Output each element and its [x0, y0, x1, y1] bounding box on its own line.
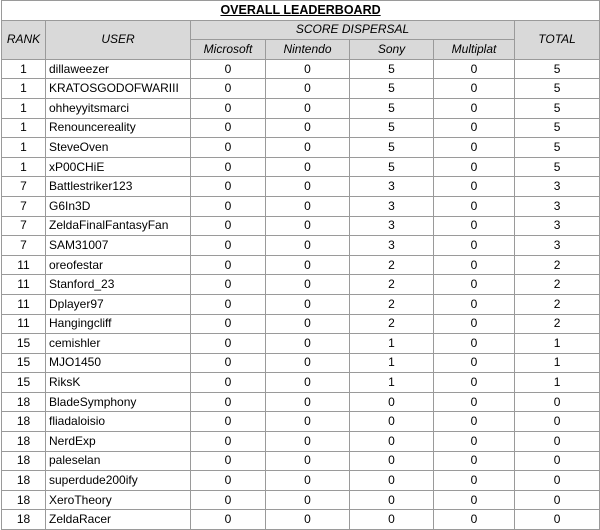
multiplat-score-cell: 0 — [434, 138, 515, 158]
multiplat-score-cell: 0 — [434, 236, 515, 256]
microsoft-score-cell: 0 — [191, 79, 266, 99]
microsoft-score-cell: 0 — [191, 157, 266, 177]
rank-cell: 15 — [2, 373, 46, 393]
sony-score-cell: 3 — [350, 236, 434, 256]
sony-score-cell: 0 — [350, 471, 434, 491]
microsoft-score-cell: 0 — [191, 432, 266, 452]
multiplat-score-cell: 0 — [434, 59, 515, 79]
total-score-cell: 2 — [515, 314, 600, 334]
microsoft-score-cell: 0 — [191, 98, 266, 118]
multiplat-score-cell: 0 — [434, 294, 515, 314]
table-row — [2, 353, 600, 373]
total-score-cell: 0 — [515, 392, 600, 412]
user-cell: Hangingcliff — [46, 314, 191, 334]
nintendo-score-cell: 0 — [266, 157, 350, 177]
sony-score-cell: 5 — [350, 98, 434, 118]
user-cell: ZeldaFinalFantasyFan — [46, 216, 191, 236]
microsoft-score-cell: 0 — [191, 177, 266, 197]
sony-score-cell: 0 — [350, 510, 434, 530]
table-row — [2, 392, 600, 412]
nintendo-score-cell: 0 — [266, 196, 350, 216]
sony-score-cell: 3 — [350, 177, 434, 197]
microsoft-score-cell: 0 — [191, 118, 266, 138]
nintendo-score-cell: 0 — [266, 294, 350, 314]
table-row — [2, 451, 600, 471]
leaderboard-table — [1, 0, 600, 530]
sony-score-cell: 0 — [350, 451, 434, 471]
nintendo-header: Nintendo — [266, 40, 350, 60]
leaderboard-title: OVERALL LEADERBOARD — [2, 1, 600, 21]
rank-cell: 11 — [2, 255, 46, 275]
rank-cell: 18 — [2, 451, 46, 471]
multiplat-score-cell: 0 — [434, 432, 515, 452]
rank-cell: 11 — [2, 294, 46, 314]
nintendo-score-cell: 0 — [266, 138, 350, 158]
table-row — [2, 510, 600, 530]
user-cell: BladeSymphony — [46, 392, 191, 412]
total-score-cell: 3 — [515, 196, 600, 216]
table-row — [2, 79, 600, 99]
rank-cell: 7 — [2, 196, 46, 216]
table-row — [2, 334, 600, 354]
table-row — [2, 157, 600, 177]
user-cell: XeroTheory — [46, 490, 191, 510]
table-row — [2, 275, 600, 295]
total-score-cell: 1 — [515, 353, 600, 373]
nintendo-score-cell: 0 — [266, 98, 350, 118]
sony-score-cell: 2 — [350, 314, 434, 334]
multiplat-score-cell: 0 — [434, 510, 515, 530]
microsoft-score-cell: 0 — [191, 59, 266, 79]
nintendo-score-cell: 0 — [266, 79, 350, 99]
total-score-cell: 5 — [515, 157, 600, 177]
multiplat-score-cell: 0 — [434, 196, 515, 216]
multiplat-score-cell: 0 — [434, 451, 515, 471]
sony-header: Sony — [350, 40, 434, 60]
multiplat-score-cell: 0 — [434, 314, 515, 334]
rank-cell: 18 — [2, 490, 46, 510]
total-score-cell: 0 — [515, 451, 600, 471]
rank-cell: 18 — [2, 432, 46, 452]
table-row — [2, 236, 600, 256]
nintendo-score-cell: 0 — [266, 314, 350, 334]
multiplat-score-cell: 0 — [434, 157, 515, 177]
nintendo-score-cell: 0 — [266, 373, 350, 393]
sony-score-cell: 5 — [350, 138, 434, 158]
table-row — [2, 59, 600, 79]
total-score-cell: 0 — [515, 490, 600, 510]
rank-cell: 1 — [2, 157, 46, 177]
microsoft-score-cell: 0 — [191, 314, 266, 334]
sony-score-cell: 5 — [350, 118, 434, 138]
total-score-cell: 3 — [515, 216, 600, 236]
nintendo-score-cell: 0 — [266, 451, 350, 471]
total-score-cell: 2 — [515, 255, 600, 275]
total-score-cell: 0 — [515, 432, 600, 452]
rank-cell: 18 — [2, 471, 46, 491]
multiplat-score-cell: 0 — [434, 255, 515, 275]
total-score-cell: 5 — [515, 98, 600, 118]
rank-header: RANK — [2, 20, 46, 59]
rank-cell: 7 — [2, 236, 46, 256]
microsoft-header: Microsoft — [191, 40, 266, 60]
leaderboard-body — [2, 59, 600, 529]
table-row — [2, 314, 600, 334]
multiplat-score-cell: 0 — [434, 373, 515, 393]
microsoft-score-cell: 0 — [191, 138, 266, 158]
user-cell: Stanford_23 — [46, 275, 191, 295]
sony-score-cell: 3 — [350, 216, 434, 236]
nintendo-score-cell: 0 — [266, 216, 350, 236]
nintendo-score-cell: 0 — [266, 510, 350, 530]
total-score-cell: 2 — [515, 275, 600, 295]
sony-score-cell: 2 — [350, 294, 434, 314]
user-cell: KRATOSGODOFWARIII — [46, 79, 191, 99]
user-cell: G6In3D — [46, 196, 191, 216]
rank-cell: 18 — [2, 412, 46, 432]
total-score-cell: 2 — [515, 294, 600, 314]
score-dispersal-header: SCORE DISPERSAL — [191, 20, 515, 40]
user-header: USER — [46, 20, 191, 59]
user-cell: Battlestriker123 — [46, 177, 191, 197]
table-row — [2, 255, 600, 275]
microsoft-score-cell: 0 — [191, 196, 266, 216]
multiplat-score-cell: 0 — [434, 490, 515, 510]
table-row — [2, 98, 600, 118]
nintendo-score-cell: 0 — [266, 177, 350, 197]
rank-cell: 11 — [2, 275, 46, 295]
user-cell: MJO1450 — [46, 353, 191, 373]
total-score-cell: 5 — [515, 59, 600, 79]
rank-cell: 1 — [2, 118, 46, 138]
user-cell: SteveOven — [46, 138, 191, 158]
sony-score-cell: 2 — [350, 255, 434, 275]
microsoft-score-cell: 0 — [191, 334, 266, 354]
rank-cell: 15 — [2, 353, 46, 373]
user-cell: RiksK — [46, 373, 191, 393]
sony-score-cell: 0 — [350, 490, 434, 510]
multiplat-score-cell: 0 — [434, 216, 515, 236]
nintendo-score-cell: 0 — [266, 353, 350, 373]
microsoft-score-cell: 0 — [191, 294, 266, 314]
multiplat-header: Multiplat — [434, 40, 515, 60]
rank-cell: 15 — [2, 334, 46, 354]
nintendo-score-cell: 0 — [266, 59, 350, 79]
microsoft-score-cell: 0 — [191, 392, 266, 412]
nintendo-score-cell: 0 — [266, 236, 350, 256]
total-score-cell: 5 — [515, 138, 600, 158]
rank-cell: 1 — [2, 98, 46, 118]
table-row — [2, 196, 600, 216]
sony-score-cell: 5 — [350, 79, 434, 99]
rank-cell: 1 — [2, 79, 46, 99]
microsoft-score-cell: 0 — [191, 255, 266, 275]
total-score-cell: 1 — [515, 373, 600, 393]
sony-score-cell: 0 — [350, 412, 434, 432]
user-cell: paleselan — [46, 451, 191, 471]
multiplat-score-cell: 0 — [434, 275, 515, 295]
sony-score-cell: 3 — [350, 196, 434, 216]
rank-cell: 7 — [2, 216, 46, 236]
table-row — [2, 294, 600, 314]
nintendo-score-cell: 0 — [266, 334, 350, 354]
total-score-cell: 3 — [515, 236, 600, 256]
multiplat-score-cell: 0 — [434, 79, 515, 99]
multiplat-score-cell: 0 — [434, 392, 515, 412]
user-cell: SAM31007 — [46, 236, 191, 256]
multiplat-score-cell: 0 — [434, 334, 515, 354]
multiplat-score-cell: 0 — [434, 471, 515, 491]
user-cell: Renouncereality — [46, 118, 191, 138]
microsoft-score-cell: 0 — [191, 451, 266, 471]
sony-score-cell: 5 — [350, 157, 434, 177]
user-cell: oreofestar — [46, 255, 191, 275]
nintendo-score-cell: 0 — [266, 471, 350, 491]
table-row — [2, 471, 600, 491]
table-row — [2, 432, 600, 452]
multiplat-score-cell: 0 — [434, 412, 515, 432]
microsoft-score-cell: 0 — [191, 275, 266, 295]
sony-score-cell: 0 — [350, 432, 434, 452]
user-cell: superdude200ify — [46, 471, 191, 491]
nintendo-score-cell: 0 — [266, 490, 350, 510]
table-row — [2, 138, 600, 158]
total-header: TOTAL — [515, 20, 600, 59]
table-row — [2, 412, 600, 432]
nintendo-score-cell: 0 — [266, 432, 350, 452]
nintendo-score-cell: 0 — [266, 275, 350, 295]
sony-score-cell: 1 — [350, 373, 434, 393]
user-cell: xP00CHiE — [46, 157, 191, 177]
rank-cell: 18 — [2, 510, 46, 530]
table-row — [2, 177, 600, 197]
multiplat-score-cell: 0 — [434, 353, 515, 373]
microsoft-score-cell: 0 — [191, 373, 266, 393]
rank-cell: 1 — [2, 59, 46, 79]
nintendo-score-cell: 0 — [266, 392, 350, 412]
user-cell: NerdExp — [46, 432, 191, 452]
sony-score-cell: 1 — [350, 353, 434, 373]
rank-cell: 11 — [2, 314, 46, 334]
table-row — [2, 216, 600, 236]
total-score-cell: 5 — [515, 79, 600, 99]
user-cell: dillaweezer — [46, 59, 191, 79]
table-row — [2, 490, 600, 510]
total-score-cell: 0 — [515, 510, 600, 530]
user-cell: cemishler — [46, 334, 191, 354]
total-score-cell: 0 — [515, 412, 600, 432]
sony-score-cell: 2 — [350, 275, 434, 295]
total-score-cell: 1 — [515, 334, 600, 354]
multiplat-score-cell: 0 — [434, 98, 515, 118]
total-score-cell: 5 — [515, 118, 600, 138]
multiplat-score-cell: 0 — [434, 118, 515, 138]
total-score-cell: 0 — [515, 471, 600, 491]
user-cell: ZeldaRacer — [46, 510, 191, 530]
microsoft-score-cell: 0 — [191, 510, 266, 530]
nintendo-score-cell: 0 — [266, 255, 350, 275]
sony-score-cell: 0 — [350, 392, 434, 412]
multiplat-score-cell: 0 — [434, 177, 515, 197]
user-cell: fliadaloisio — [46, 412, 191, 432]
sony-score-cell: 5 — [350, 59, 434, 79]
microsoft-score-cell: 0 — [191, 236, 266, 256]
microsoft-score-cell: 0 — [191, 412, 266, 432]
header-row-top — [2, 20, 600, 40]
user-cell: Dplayer97 — [46, 294, 191, 314]
microsoft-score-cell: 0 — [191, 353, 266, 373]
microsoft-score-cell: 0 — [191, 216, 266, 236]
sony-score-cell: 1 — [350, 334, 434, 354]
rank-cell: 1 — [2, 138, 46, 158]
microsoft-score-cell: 0 — [191, 490, 266, 510]
table-row — [2, 373, 600, 393]
table-row — [2, 118, 600, 138]
title-row — [2, 1, 600, 21]
user-cell: ohheyyitsmarci — [46, 98, 191, 118]
rank-cell: 18 — [2, 392, 46, 412]
rank-cell: 7 — [2, 177, 46, 197]
nintendo-score-cell: 0 — [266, 118, 350, 138]
total-score-cell: 3 — [515, 177, 600, 197]
nintendo-score-cell: 0 — [266, 412, 350, 432]
microsoft-score-cell: 0 — [191, 471, 266, 491]
